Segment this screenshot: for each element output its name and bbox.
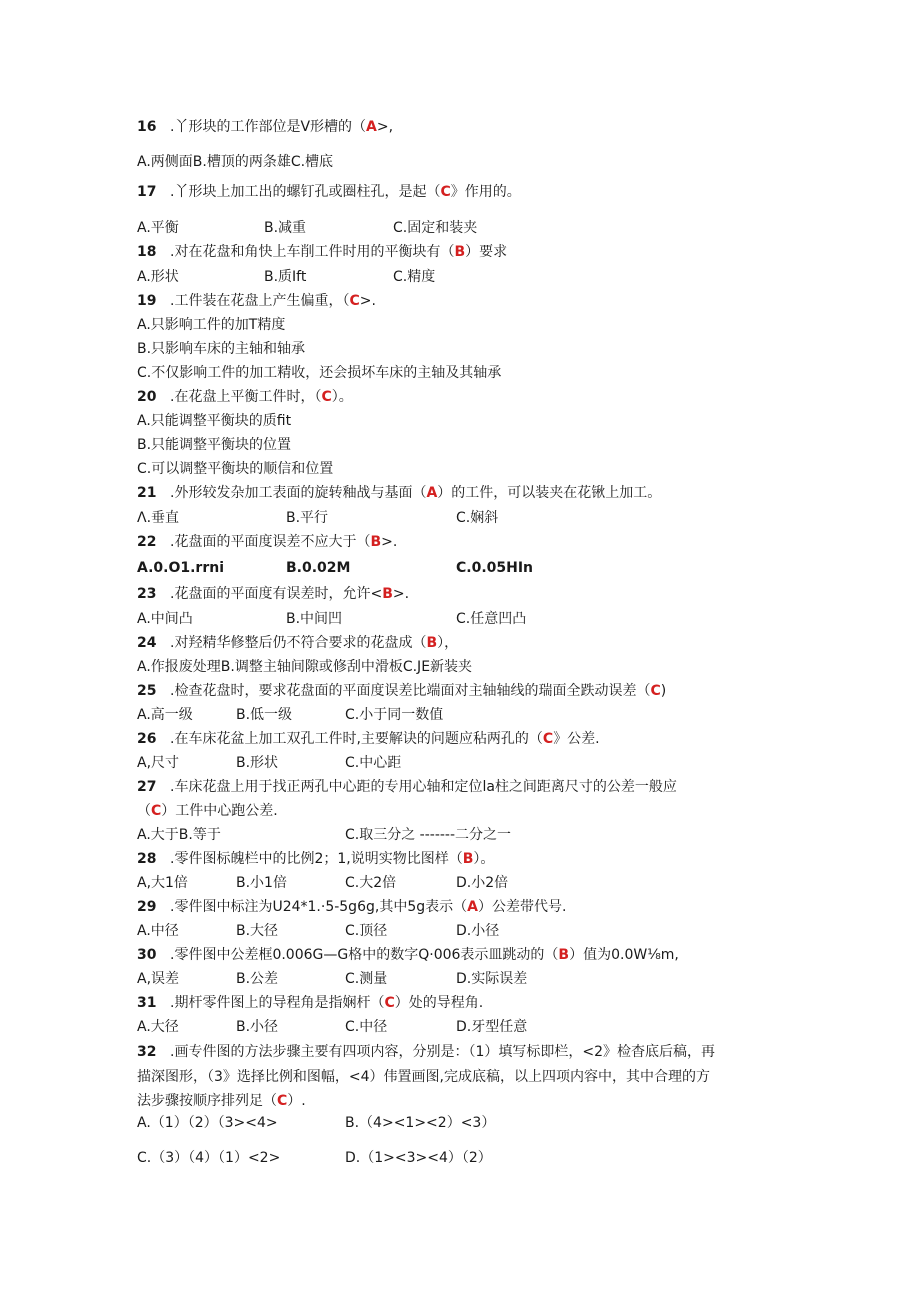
answer-letter: C [277,1093,288,1109]
question-text-end: ）， [437,635,459,651]
option-a: A,大1倍 [137,875,188,891]
option-c: C.大2倍 [345,875,397,891]
option-b: B.（4><1><2）<3） [345,1115,496,1131]
question-text-end: ）公差带代号. [477,899,567,915]
question-32-line2: 描深图形，（3》选择比例和图幅，<4）伟置画图,完成底稿，以上四项内容中，其中合理的方 [137,1069,710,1085]
answer-letter: B [454,244,466,260]
option-c: C.可以调整平衡块的顺信和位置 [137,461,334,477]
answer-letter: C [384,995,395,1011]
question-number: 21 [137,485,157,501]
question-text: .在花盘上平衡工件时，（ [170,389,322,405]
answer-letter: A [366,119,377,135]
question-text-end: >. [381,534,398,550]
question-29 [137,898,566,916]
question-17 [137,183,521,201]
question-text: （ [137,803,151,819]
question-text: .花盘面的平面度误差不应大于（ [170,534,371,550]
q24-options: A.作报废处理B.调整主轴间隙或修刮中滑板C.JE新装夹 [137,659,473,675]
option-a: Λ.垂直 [137,510,180,526]
option-b: B.平行 [286,510,329,526]
option-a: A.大径 [137,1019,179,1035]
question-number: 25 [137,683,157,699]
option-b: B.公差 [236,971,279,987]
question-text-end: ）要求 [465,244,508,260]
question-number: 19 [137,293,157,309]
answer-letter: B [558,947,570,963]
question-32 [137,1043,715,1061]
option-a: A.0.O1.rrni [137,560,225,576]
option-a: A.形状 [137,269,179,285]
option-c: C.娴斜 [456,510,499,526]
answer-letter: C [151,803,162,819]
question-number: 27 [137,779,157,795]
option-c: C.取三分之 -------二分之一 [345,827,512,843]
question-text-end: >, [376,119,394,135]
question-text: .画专件图的方法步骤主要有四项内容，分别是：（1）填写标即栏，<2》检杳底后稿，再 [170,1044,715,1060]
question-text-end: ）。 [331,389,353,405]
question-text: 法步骤按顺序排列足（ [137,1093,277,1109]
question-30 [137,946,679,964]
option-d: D.牙型任意 [456,1019,528,1035]
answer-letter: B [462,851,474,867]
question-number: 30 [137,947,157,963]
answer-letter: C [321,389,332,405]
question-number: 29 [137,899,157,915]
option-d: D.小2倍 [456,875,509,891]
option-ab: A.大于B.等于 [137,827,221,843]
question-text: .丫形块的工作部位是V形槽的（ [170,119,367,135]
question-31 [137,994,483,1012]
question-text-end: >. [359,293,376,309]
answer-letter: B [382,586,393,602]
option-b: B.中间凹 [286,611,343,627]
question-18 [137,243,507,261]
question-text-end: 》公差. [553,731,600,747]
question-text-end: ）值为0.0W⅛m, [569,947,679,963]
option-b: B.小1倍 [236,875,287,891]
option-b: B.只影响车床的主轴和轴承 [137,341,306,357]
option-d: D.实际误差 [456,971,528,987]
option-b: B.形状 [236,755,279,771]
question-text-end: ) [660,683,667,699]
answer-letter: C [542,731,554,747]
option-c: C.顶径 [345,923,388,939]
option-b: B.小径 [236,1019,279,1035]
question-text-end: ）处的导程角. [394,995,484,1011]
question-text: .对羟精华修整后仍不符合要求的花盘成（ [170,635,427,651]
option-a: A.只能调整平衡块的质fit [137,413,292,429]
question-text: .在车床花盆上加工双孔工件时,主要解诀的问题应秥两孔的（ [170,731,543,747]
question-16 [137,118,393,136]
option-a: A.高一级 [137,707,193,723]
question-text: .期杆零件图上的导程角是指娴杆（ [170,995,385,1011]
question-text-end: ）工件中心跑公差. [161,803,278,819]
option-a: A.中间凸 [137,611,193,627]
question-text-end: ）. [287,1093,306,1109]
question-number: 23 [137,586,157,602]
question-22 [137,533,397,551]
question-27-line2 [137,802,278,820]
question-number: 24 [137,635,157,651]
question-text: .车床花盘上用于找正两孔中心距的专用心轴和定位la柱之间距离尺寸的公差一般应 [170,779,677,795]
question-text: .零件图标魄栏中的比例2；1,说明实物比图样（ [170,851,463,867]
option-a: A.（1）（2）（3><4> [137,1115,278,1131]
option-c: C.0.05HIn [456,560,534,576]
question-text: .外形较发杂加工表面的旋转釉战与基面（ [170,485,427,501]
option-a: A.只影响工件的加T精度 [137,317,286,333]
question-text: .工件装在花盘上产生偏重，（ [170,293,350,309]
answer-letter: C [650,683,661,699]
question-21 [137,484,661,502]
option-c: C.中径 [345,1019,388,1035]
option-a: A,误差 [137,971,180,987]
answer-letter: A [426,485,438,501]
answer-letter: A [467,899,478,915]
question-text-end: ）的工件，可以装夹在花锹上加工。 [437,485,662,501]
question-number: 16 [137,119,157,135]
option-b: B.减重 [264,220,307,236]
option-b: B.0.02M [286,560,351,576]
question-27 [137,778,677,796]
answer-letter: B [426,635,438,651]
question-text-end: ）。 [473,851,495,867]
question-text: .零件图中公差框0.006G—G格中的数字Q·006表示皿跳动的（ [170,947,559,963]
answer-letter: B [370,534,382,550]
option-d: D.（1><3><4）（2） [345,1150,492,1166]
option-c: C.小于同一数值 [345,707,444,723]
question-text-end: >. [392,586,410,602]
question-number: 20 [137,389,157,405]
option-c: C.任意凹凸 [456,611,527,627]
question-number: 32 [137,1044,157,1060]
question-28 [137,850,494,868]
option-b: B.质Ift [264,269,307,285]
option-c: C.中心距 [345,755,402,771]
question-number: 26 [137,731,157,747]
question-26 [137,730,600,748]
option-c: C.精度 [393,269,436,285]
option-c: C.固定和装夹 [393,220,478,236]
question-text-end: 》作用的。 [450,184,521,200]
option-c: C.测量 [345,971,388,987]
question-32-line3 [137,1092,306,1110]
question-number: 31 [137,995,157,1011]
option-b: B.低一级 [236,707,293,723]
question-20 [137,388,353,406]
answer-letter: C [440,184,451,200]
option-b: B.只能调整平衡块的位置 [137,437,292,453]
question-number: 17 [137,184,157,200]
option-c: C.（3）（4）（1）<2> [137,1150,281,1166]
option-b: B.大径 [236,923,279,939]
question-19 [137,292,376,310]
question-text: .花盘面的平面度有误差时，允许< [170,586,383,602]
question-text: .对在花盘和角快上车削工件时用的平衡块有（ [170,244,455,260]
question-23 [137,585,409,603]
question-number: 28 [137,851,157,867]
question-text: .零件图中标注为U24*1.·5-5g6g,其中5g表示（ [170,899,468,915]
option-a: A.中径 [137,923,179,939]
question-number: 22 [137,534,157,550]
question-number: 18 [137,244,157,260]
question-25 [137,682,666,700]
option-a: A,尺寸 [137,755,180,771]
question-text: .检查花盘时，要求花盘面的平面度误差比端面对主轴轴线的瑞面全跌动误差（ [170,683,651,699]
option-d: D.小径 [456,923,500,939]
answer-letter: C [349,293,360,309]
q16-options: A.两侧面B.槽顶的两条雄C.槽底 [137,154,334,170]
option-c: C.不仅影响工件的加工精收，还会损坏车床的主轴及其轴承 [137,365,502,381]
option-a: A.平衡 [137,220,179,236]
question-24 [137,634,458,652]
question-text: .丫形块上加工出的螺钉孔或圈柱孔，是起（ [170,184,441,200]
